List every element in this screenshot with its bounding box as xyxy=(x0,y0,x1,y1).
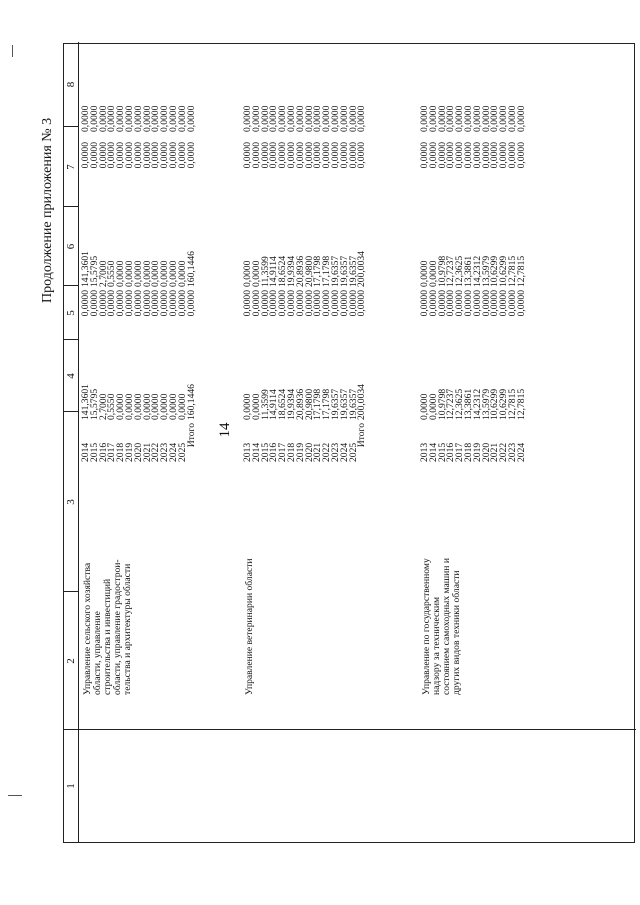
value-cell-col5: 0,0000 xyxy=(480,290,492,317)
year-cell: 2021 xyxy=(141,442,153,462)
value-cell-col5: 0,0000 xyxy=(489,290,501,317)
year-cell: 2019 xyxy=(124,442,135,462)
value-cell-col7: 0,0000 xyxy=(277,142,289,169)
value-cell-col5: 0,0000 xyxy=(347,290,359,317)
value-cell-col8: 0,0000 xyxy=(115,105,127,132)
value-cell-col6: 20,8936 xyxy=(294,255,306,287)
value-cell-col4: 19,6357 xyxy=(338,388,350,420)
year-cell: 2020 xyxy=(132,442,144,462)
value-cell-col8: 0,0000 xyxy=(338,105,350,132)
total-label: Итого xyxy=(356,423,368,448)
value-cell-col8: 0,0000 xyxy=(268,105,280,132)
scan-artifact xyxy=(12,45,13,57)
value-cell-col6: 10,6299 xyxy=(498,255,510,287)
year-cell: 2018 xyxy=(463,442,474,462)
value-cell-col5: 0,0000 xyxy=(427,290,439,317)
value-cell-col7: 0,0000 xyxy=(454,142,466,169)
value-cell-col7: 0,0000 xyxy=(515,142,527,169)
value-cell-col6: 0,0000 xyxy=(176,260,188,287)
value-cell-col7: 0,0000 xyxy=(419,142,430,169)
value-cell-col8: 0,0000 xyxy=(507,105,518,132)
year-cell: 2018 xyxy=(286,442,297,462)
year-cell: 2020 xyxy=(303,442,315,462)
value-cell-col7: 0,0000 xyxy=(445,142,457,169)
value-cell-col4: 18,6524 xyxy=(277,388,289,420)
value-cell-col5: 0,0000 xyxy=(97,290,109,317)
year-cell: 2022 xyxy=(150,442,162,462)
value-cell-col4: 10,9798 xyxy=(436,388,448,420)
value-cell-col7: 0,0000 xyxy=(88,142,100,169)
value-cell-col8: 0,0000 xyxy=(242,105,253,132)
value-cell-col6: 19,9394 xyxy=(286,255,297,287)
value-cell-col6: 13,5979 xyxy=(480,255,492,287)
value-cell-col5: 0,0000 xyxy=(132,290,144,317)
value-cell-col7: 0,0000 xyxy=(471,142,483,169)
value-cell-col8: 0,0000 xyxy=(97,105,109,132)
value-cell-col8: 0,0000 xyxy=(419,105,430,132)
value-cell-col4: 12,7815 xyxy=(515,388,527,420)
value-cell-col8: 0,0000 xyxy=(445,105,457,132)
column-number-2: 2 xyxy=(65,658,77,664)
value-cell-col7: 0,0000 xyxy=(294,142,306,169)
value-cell-col7: 0,0000 xyxy=(338,142,350,169)
total-row xyxy=(357,42,367,842)
value-cell-col7: 0,0000 xyxy=(132,142,144,169)
value-cell-col5: 0,0000 xyxy=(419,290,430,317)
value-cell-col7: 0,0000 xyxy=(115,142,127,169)
column-number-8: 8 xyxy=(65,81,77,88)
value-cell-col8: 0,0000 xyxy=(259,105,271,132)
value-cell-col5: 0,0000 xyxy=(515,290,527,317)
value-cell-col6: 0,0000 xyxy=(168,260,179,287)
value-cell-col4: 0,0000 xyxy=(250,393,262,420)
value-cell-col6: 11,3599 xyxy=(259,256,271,287)
value-cell-col7: 0,0000 xyxy=(124,142,135,169)
value-cell-col5: 0,0000 xyxy=(286,290,297,317)
year-cell: 2017 xyxy=(106,442,118,462)
value-cell-col6: 0,0000 xyxy=(141,260,153,287)
value-cell-col5: 0,0000 xyxy=(471,290,483,317)
value-cell-col4: 2,7000 xyxy=(97,393,109,420)
value-cell-col7: 0,0000 xyxy=(185,142,197,169)
value-cell-col7: 0,0000 xyxy=(159,142,171,169)
data-table xyxy=(63,43,635,843)
value-cell-col4: 17,1798 xyxy=(321,388,333,420)
value-cell-col6: 12,7815 xyxy=(515,255,527,287)
value-cell-col8: 0,0000 xyxy=(515,105,527,132)
value-cell-col7: 0,0000 xyxy=(242,142,253,169)
year-cell: 2023 xyxy=(507,442,518,462)
value-cell-col8: 0,0000 xyxy=(356,105,368,132)
year-cell: 2025 xyxy=(347,442,359,462)
value-cell-col8: 0,0000 xyxy=(489,105,501,132)
value-cell-col5: 0,0000 xyxy=(176,290,188,317)
year-cell: 2018 xyxy=(115,442,127,462)
year-cell: 2015 xyxy=(88,442,100,462)
column-number-1: 1 xyxy=(65,783,77,789)
value-cell-col6: 10,6299 xyxy=(489,255,501,287)
year-cell: 2014 xyxy=(250,442,262,462)
value-cell-col6: 19,6357 xyxy=(338,255,350,287)
value-cell-col7: 0,0000 xyxy=(150,142,162,169)
value-cell-col5: 0,0000 xyxy=(141,290,153,317)
value-cell-col6: 19,6357 xyxy=(330,255,341,287)
value-cell-col5: 0,0000 xyxy=(242,290,253,317)
value-cell-col8: 0,0000 xyxy=(286,105,297,132)
value-cell-col5: 0,0000 xyxy=(259,290,271,317)
value-cell-col8: 0,0000 xyxy=(321,105,333,132)
year-cell: 2016 xyxy=(268,442,280,462)
department-name-line: области, управление градострои- xyxy=(112,559,123,695)
value-cell-col7: 0,0000 xyxy=(480,142,492,169)
value-cell-col6: 20,9800 xyxy=(303,255,315,287)
value-cell-col6: 18,6524 xyxy=(277,255,289,287)
value-cell-col4: 20,8936 xyxy=(294,388,306,420)
department-name-line: других видов техники области xyxy=(451,570,462,695)
year-cell: 2020 xyxy=(480,442,492,462)
column-number-7: 7 xyxy=(65,164,77,170)
value-cell-col7: 0,0000 xyxy=(250,142,262,169)
value-cell-col5: 0,0000 xyxy=(303,290,315,317)
value-cell-col4: 0,0000 xyxy=(150,393,162,420)
value-cell-col8: 0,0000 xyxy=(150,105,162,132)
value-cell-col4: 0,0000 xyxy=(242,393,253,420)
value-cell-col5: 0,0000 xyxy=(330,290,341,317)
value-cell-col5: 0,0000 xyxy=(507,290,518,317)
year-cell: 2024 xyxy=(168,442,179,462)
value-cell-col5: 0,0000 xyxy=(498,290,510,317)
rotated-table-page xyxy=(40,43,635,843)
value-cell-col8: 0,0000 xyxy=(427,105,439,132)
value-cell-col6: 141,3601 xyxy=(80,251,91,287)
value-cell-col8: 0,0000 xyxy=(132,105,144,132)
value-cell-col8: 0,0000 xyxy=(471,105,483,132)
value-cell-col4: 19,9394 xyxy=(286,388,297,420)
value-cell-col6: 0,0000 xyxy=(419,260,430,287)
value-cell-col7: 0,0000 xyxy=(463,142,474,169)
value-cell-col5: 0,0000 xyxy=(294,290,306,317)
value-cell-col4: 0,0000 xyxy=(141,393,153,420)
department-name-line: тельства и архитектуры области xyxy=(122,563,133,695)
value-cell-col5: 0,0000 xyxy=(356,290,368,317)
department-name-line: надзору за техническим xyxy=(431,596,442,695)
value-cell-col4: 19,6357 xyxy=(330,388,341,420)
value-cell-col6: 19,6357 xyxy=(347,255,359,287)
year-cell: 2021 xyxy=(489,442,501,462)
value-cell-col8: 0,0000 xyxy=(176,105,188,132)
value-cell-col8: 0,0000 xyxy=(159,105,171,132)
value-cell-col4: 12,7237 xyxy=(445,388,457,420)
year-cell: 2021 xyxy=(312,442,324,462)
value-cell-col7: 0,0000 xyxy=(268,142,280,169)
value-cell-col4: 20,9800 xyxy=(303,388,315,420)
value-cell-col6: 0,0000 xyxy=(150,260,162,287)
value-cell-col8: 0,0000 xyxy=(80,105,91,132)
year-cell: 2015 xyxy=(436,442,448,462)
year-cell: 2024 xyxy=(338,442,350,462)
value-cell-col4: 15,5795 xyxy=(88,388,100,420)
year-cell: 2025 xyxy=(176,442,188,462)
year-cell: 2023 xyxy=(330,442,341,462)
value-cell-col7: 0,0000 xyxy=(176,142,188,169)
department-name-line: состоянием самоходных машин и xyxy=(441,558,452,695)
value-cell-col6: 15,5795 xyxy=(88,255,100,287)
value-cell-col7: 0,0000 xyxy=(347,142,359,169)
value-cell-col6: 200,0034 xyxy=(356,251,368,287)
value-cell-col7: 0,0000 xyxy=(436,142,448,169)
value-cell-col4: 0,0000 xyxy=(132,393,144,420)
value-cell-col8: 0,0000 xyxy=(88,105,100,132)
value-cell-col6: 17,1798 xyxy=(321,255,333,287)
value-cell-col5: 0,0000 xyxy=(250,290,262,317)
value-cell-col7: 0,0000 xyxy=(498,142,510,169)
value-cell-col5: 0,0000 xyxy=(338,290,350,317)
value-cell-col5: 0,0000 xyxy=(185,290,197,317)
year-cell: 2017 xyxy=(454,442,466,462)
value-cell-col7: 0,0000 xyxy=(259,142,271,169)
table-row xyxy=(517,42,527,842)
value-cell-col8: 0,0000 xyxy=(436,105,448,132)
value-cell-col7: 0,0000 xyxy=(507,142,518,169)
value-cell-col8: 0,0000 xyxy=(347,105,359,132)
value-cell-col4: 14,9114 xyxy=(268,389,280,420)
value-cell-col8: 0,0000 xyxy=(330,105,341,132)
year-cell: 2022 xyxy=(498,442,510,462)
value-cell-col8: 0,0000 xyxy=(277,105,289,132)
value-cell-col4: 19,6357 xyxy=(347,388,359,420)
value-cell-col5: 0,0000 xyxy=(168,290,179,317)
column-number-3: 3 xyxy=(65,499,77,505)
year-cell: 2013 xyxy=(419,442,430,462)
value-cell-col6: 10,9798 xyxy=(436,255,448,287)
year-cell: 2024 xyxy=(515,442,527,462)
value-cell-col4: 10,6299 xyxy=(498,388,510,420)
value-cell-col8: 0,0000 xyxy=(106,105,118,132)
value-cell-col7: 0,0000 xyxy=(303,142,315,169)
value-cell-col4: 0,0000 xyxy=(159,393,171,420)
value-cell-col7: 0,0000 xyxy=(312,142,324,169)
year-cell: 2017 xyxy=(277,442,289,462)
value-cell-col4: 0,0000 xyxy=(115,393,127,420)
value-cell-col4: 12,7815 xyxy=(507,388,518,420)
value-cell-col6: 0,0000 xyxy=(250,260,262,287)
value-cell-col5: 0,0000 xyxy=(436,290,448,317)
value-cell-col4: 0,0000 xyxy=(168,393,179,420)
year-cell: 2014 xyxy=(427,442,439,462)
value-cell-col8: 0,0000 xyxy=(303,105,315,132)
year-cell: 2015 xyxy=(259,442,271,462)
value-cell-col6: 12,7237 xyxy=(445,255,457,287)
value-cell-col5: 0,0000 xyxy=(159,290,171,317)
value-cell-col6: 12,3625 xyxy=(454,255,466,287)
value-cell-col4: 200,0034 xyxy=(356,384,368,420)
value-cell-col6: 14,9114 xyxy=(268,256,280,287)
value-cell-col5: 0,0000 xyxy=(106,290,118,317)
value-cell-col7: 0,0000 xyxy=(321,142,333,169)
value-cell-col5: 0,0000 xyxy=(80,290,91,317)
value-cell-col8: 0,0000 xyxy=(168,105,179,132)
value-cell-col4: 0,0000 xyxy=(176,393,188,420)
column-number-6: 6 xyxy=(65,243,77,250)
year-cell: 2016 xyxy=(445,442,457,462)
column-number-4: 4 xyxy=(65,373,77,379)
value-cell-col6: 0,0000 xyxy=(132,260,144,287)
department-name-line: области, управление xyxy=(92,611,103,695)
value-cell-col4: 0,0000 xyxy=(124,393,135,420)
value-cell-col7: 0,0000 xyxy=(330,142,341,169)
value-cell-col5: 0,0000 xyxy=(312,290,324,317)
value-cell-col5: 0,0000 xyxy=(463,290,474,317)
total-label: Итого xyxy=(185,423,197,448)
value-cell-col8: 0,0000 xyxy=(185,105,197,132)
value-cell-col6: 2,7000 xyxy=(97,260,109,287)
value-cell-col4: 0,0000 xyxy=(427,393,439,420)
value-cell-col7: 0,0000 xyxy=(286,142,297,169)
value-cell-col8: 0,0000 xyxy=(124,105,135,132)
value-cell-col4: 10,6299 xyxy=(489,388,501,420)
year-cell: 2019 xyxy=(471,442,483,462)
value-cell-col7: 0,0000 xyxy=(489,142,501,169)
value-cell-col8: 0,0000 xyxy=(141,105,153,132)
value-cell-col6: 14,2312 xyxy=(471,255,483,287)
value-cell-col5: 0,0000 xyxy=(454,290,466,317)
value-cell-col4: 14,2312 xyxy=(471,388,483,420)
value-cell-col5: 0,0000 xyxy=(321,290,333,317)
value-cell-col6: 0,0000 xyxy=(242,260,253,287)
total-row xyxy=(187,42,197,842)
value-cell-col6: 0,5550 xyxy=(106,260,118,287)
appendix-title: Продолжение приложения № 3 xyxy=(40,117,55,303)
value-cell-col4: 0,0000 xyxy=(419,393,430,420)
department-name-line: Управление по государственному xyxy=(421,558,432,695)
value-cell-col4: 13,5979 xyxy=(480,388,492,420)
value-cell-col4: 11,3599 xyxy=(259,389,271,420)
scan-artifact xyxy=(8,795,22,796)
value-cell-col7: 0,0000 xyxy=(141,142,153,169)
value-cell-col6: 0,0000 xyxy=(115,260,127,287)
value-cell-col8: 0,0000 xyxy=(498,105,510,132)
department-name-line: Управление сельского хозяйства xyxy=(82,562,93,695)
value-cell-col7: 0,0000 xyxy=(106,142,118,169)
value-cell-col6: 13,3861 xyxy=(463,255,474,287)
value-cell-col6: 12,7815 xyxy=(507,255,518,287)
value-cell-col8: 0,0000 xyxy=(463,105,474,132)
value-cell-col7: 0,0000 xyxy=(80,142,91,169)
year-cell: 2013 xyxy=(242,442,253,462)
value-cell-col4: 160,1446 xyxy=(185,384,197,420)
value-cell-col8: 0,0000 xyxy=(250,105,262,132)
value-cell-col8: 0,0000 xyxy=(294,105,306,132)
value-cell-col8: 0,0000 xyxy=(312,105,324,132)
value-cell-col7: 0,0000 xyxy=(168,142,179,169)
value-cell-col6: 0,0000 xyxy=(124,260,135,287)
value-cell-col8: 0,0000 xyxy=(480,105,492,132)
value-cell-col5: 0,0000 xyxy=(150,290,162,317)
year-cell: 2016 xyxy=(97,442,109,462)
value-cell-col4: 12,3625 xyxy=(454,388,466,420)
page-number: 14 xyxy=(217,422,233,438)
value-cell-col5: 0,0000 xyxy=(88,290,100,317)
header-divider xyxy=(78,42,79,842)
value-cell-col6: 160,1446 xyxy=(185,251,197,287)
value-cell-col8: 0,0000 xyxy=(454,105,466,132)
department-name-line: Управление ветеринарии области xyxy=(244,558,255,695)
value-cell-col4: 141,3601 xyxy=(80,384,91,420)
value-cell-col7: 0,0000 xyxy=(356,142,368,169)
value-cell-col7: 0,0000 xyxy=(97,142,109,169)
value-cell-col5: 0,0000 xyxy=(445,290,457,317)
value-cell-col5: 0,0000 xyxy=(277,290,289,317)
value-cell-col4: 17,1798 xyxy=(312,388,324,420)
year-cell: 2019 xyxy=(294,442,306,462)
value-cell-col4: 13,3861 xyxy=(463,388,474,420)
value-cell-col7: 0,0000 xyxy=(427,142,439,169)
department-name-line: строительства и инвестиций xyxy=(102,578,113,695)
value-cell-col4: 0,5550 xyxy=(106,393,118,420)
value-cell-col6: 17,1798 xyxy=(312,255,324,287)
value-cell-col5: 0,0000 xyxy=(268,290,280,317)
value-cell-col6: 0,0000 xyxy=(427,260,439,287)
year-cell: 2014 xyxy=(80,442,91,462)
value-cell-col5: 0,0000 xyxy=(124,290,135,317)
year-cell: 2022 xyxy=(321,442,333,462)
value-cell-col6: 0,0000 xyxy=(159,260,171,287)
year-cell: 2023 xyxy=(159,442,171,462)
value-cell-col5: 0,0000 xyxy=(115,290,127,317)
column-number-5: 5 xyxy=(65,310,77,316)
